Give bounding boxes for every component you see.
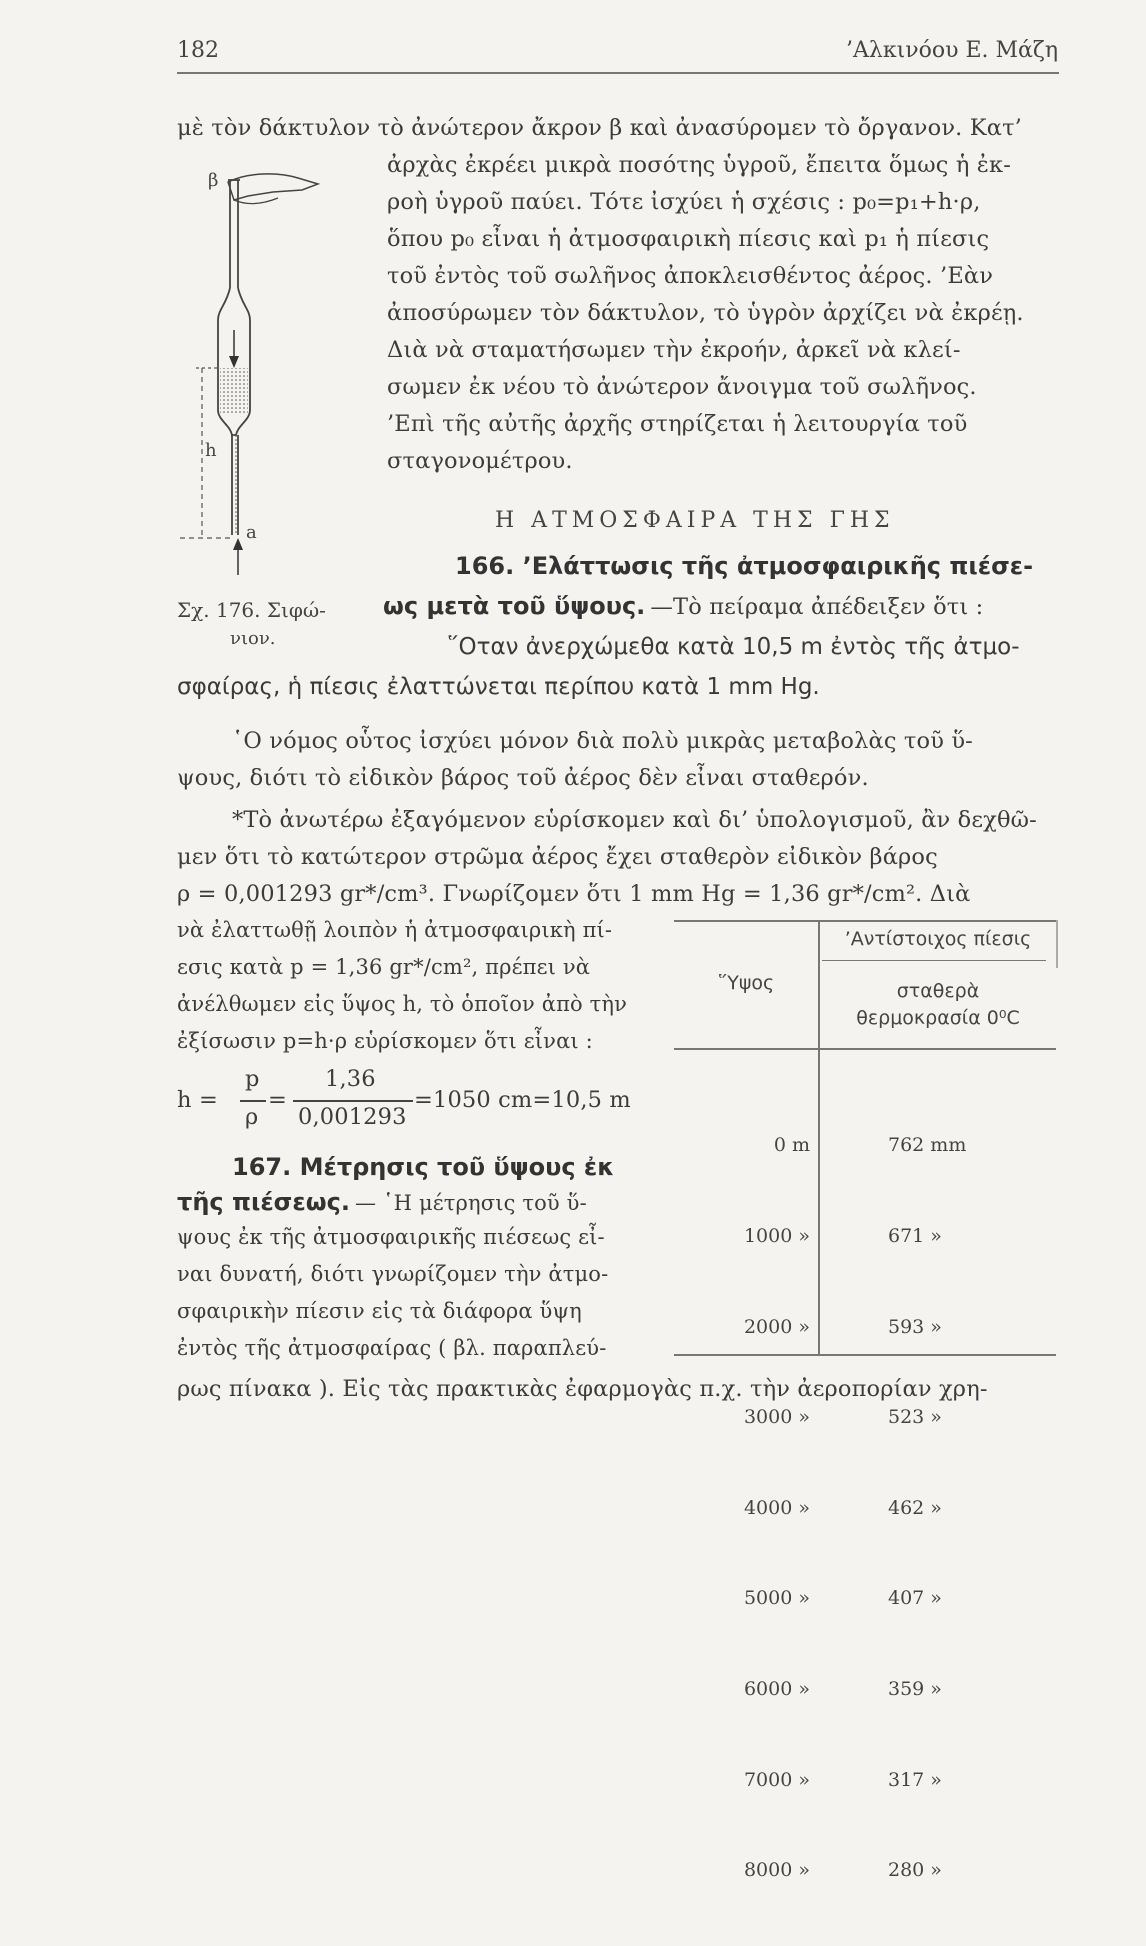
text-line: ῾Ο νόμος οὗτος ἰσχύει μόνον διὰ πολὺ μικρὰς μεταβολὰς τοῦ ὕ- — [232, 728, 973, 754]
text-line: σφαιρικὴν πίεσιν εἰς τὰ διάφορα ὕψη — [177, 1299, 582, 1323]
table-cell: 762 mm — [888, 1134, 967, 1157]
siphon-figure — [178, 150, 378, 580]
table-cell: 8000 » — [743, 1859, 810, 1882]
table-cell: 462 » — [888, 1496, 942, 1519]
table-cell: 407 » — [888, 1587, 942, 1610]
law-line: ῞Οταν ἀνερχώμεθα κατὰ 10,5 m ἐντὸς τῆς ἀτμο- — [447, 634, 1020, 660]
fraction-bar — [240, 1100, 266, 1102]
section-167-title: 167. Μέτρησις τοῦ ὕψους ἐκ — [232, 1153, 615, 1181]
table-column-height — [700, 1070, 810, 1946]
figure-caption-cont: νιον. — [230, 628, 276, 649]
section-167-title-cont: τῆς πιέσεως. — [177, 1188, 350, 1216]
text-line: εσις κατὰ p = 1,36 gr*/cm², πρέπει νὰ — [177, 955, 591, 979]
table-cell: 4000 » — [743, 1496, 810, 1519]
fraction-bar — [293, 1100, 413, 1102]
formula-eq: = — [268, 1087, 288, 1113]
text-line: ψους, διότι τὸ εἰδικὸν βάρος τοῦ ἀέρος δὲν εἶναι σταθερόν. — [177, 765, 869, 791]
law-line: σφαίρας, ἡ πίεσις ἐλαττώνεται περίπου κατὰ 1 mm Hg. — [177, 674, 820, 700]
table-cell: 671 » — [888, 1225, 942, 1248]
text-line: ψους ἐκ τῆς ἀτμοσφαιρικῆς πιέσεως εἶ- — [177, 1225, 605, 1249]
page-number: 182 — [177, 38, 219, 63]
section-166-title-row — [383, 592, 983, 620]
formula-num2: 1,36 — [325, 1066, 376, 1092]
table-cell: 0 m — [773, 1134, 810, 1157]
header-rule — [177, 72, 1059, 74]
table-cell: 1000 » — [743, 1225, 810, 1248]
table-cell: 317 » — [888, 1768, 942, 1791]
table-subheader: σταθερὰ θερμοκρασία 0⁰C — [856, 980, 1020, 1029]
formula-den2: 0,001293 — [298, 1104, 407, 1130]
formula-den1: ρ — [245, 1104, 259, 1130]
text-line: ἀποσύρωμεν τὸν δάκτυλον, τὸ ὑγρὸν ἀρχίζει νὰ ἐκρέῃ. — [387, 300, 1024, 326]
label-beta: β — [208, 170, 219, 191]
hand-icon — [228, 174, 318, 200]
table-cell: 6000 » — [743, 1678, 810, 1701]
text-line: *Τὸ ἀνωτέρω ἐξαγόμενον εὑρίσκομεν καὶ δι’ ὑπολογισμοῦ, ἂν δεχθῶ- — [232, 807, 1037, 833]
text-line: σωμεν ἐκ νέου τὸ ἀνώτερον ἄνοιγμα τοῦ σωλῆνος. — [387, 374, 977, 400]
table-cell: 5000 » — [743, 1587, 810, 1610]
formula-num1: p — [245, 1066, 260, 1092]
section-167-title-row — [177, 1188, 587, 1216]
text-line: ναι δυνατή, διότι γνωρίζομεν τὴν ἀτμο- — [177, 1262, 609, 1286]
formula-result: =1050 cm=10,5 m — [414, 1087, 631, 1113]
text-line: ἀρχὰς ἐκρέει μικρὰ ποσότης ὑγροῦ, ἔπειτα ὅμως ἡ ἐκ- — [387, 152, 1011, 178]
text-line: μεν ὅτι τὸ κατώτερον στρῶμα ἀέρος ἔχει σταθερὸν εἰδικὸν βάρος — [177, 844, 938, 870]
text-line: ρως πίνακα ). Εἰς τὰς πρακτικὰς ἐφαρμογὰς π.χ. τὴν ἀεροπορίαν χρη- — [177, 1376, 988, 1402]
figure-caption: Σχ. 176. Σιφώ- — [177, 598, 326, 622]
running-title: ’Αλκινόου Ε. Μάζη — [846, 38, 1058, 63]
section-heading: Η ΑΤΜΟΣΦΑΙΡΑ ΤΗΣ ΓΗΣ — [495, 508, 895, 533]
section-166-intro: —Τὸ πείραμα ἀπέδειξεν ὅτι : — [650, 594, 984, 620]
formula-lhs: h = — [177, 1087, 218, 1113]
table-cell: 3000 » — [743, 1406, 810, 1429]
text-line: ὅπου p₀ εἶναι ἡ ἀτμοσφαιρικὴ πίεσις καὶ p₁ ἡ πίεσις — [387, 226, 990, 252]
text-line: Διὰ νὰ σταματήσωμεν τὴν ἐκροήν, ἀρκεῖ νὰ κλεί- — [387, 337, 961, 363]
table-header-pressure: ’Αντίστοιχος πίεσις — [844, 928, 1032, 950]
table-column-pressure — [888, 1070, 966, 1946]
text-line: νὰ ἐλαττωθῇ λοιπὸν ἡ ἀτμοσφαιρικὴ πί- — [177, 918, 613, 942]
section-166-title-cont: ως μετὰ τοῦ ὕψους. — [383, 592, 646, 620]
table-header-height: ῞Υψος — [717, 972, 775, 994]
text-line: ἀνέλθωμεν εἰς ὕψος h, τὸ ὁποῖον ἀπὸ τὴν — [177, 992, 628, 1016]
section-166-title: 166. ’Ελάττωσις τῆς ἀτμοσφαιρικῆς πιέσε- — [455, 552, 1034, 580]
text-line: ροὴ ὑγροῦ παύει. Τότε ἰσχύει ἡ σχέσις : p₀=p₁+h·ρ, — [387, 189, 981, 215]
table-cell: 280 » — [888, 1859, 942, 1882]
table-cell: 359 » — [888, 1678, 942, 1701]
text-line: ἐξίσωσιν p=h·ρ εὑρίσκομεν ὅτι εἶναι : — [177, 1029, 593, 1053]
label-a: a — [246, 522, 257, 543]
text-line: τοῦ ἐντὸς τοῦ σωλῆνος ἀποκλεισθέντος ἀέρος. ’Εὰν — [387, 263, 994, 289]
label-h: h — [205, 440, 217, 461]
table-cell: 7000 » — [743, 1768, 810, 1791]
text-line: σταγονομέτρου. — [387, 448, 573, 474]
table-cell: 2000 » — [743, 1315, 810, 1338]
text-line: ’Επὶ τῆς αὐτῆς ἀρχῆς στηρίζεται ἡ λειτουργία τοῦ — [387, 411, 968, 437]
text-line: ἐντὸς τῆς ἀτμοσφαίρας ( βλ. παραπλεύ- — [177, 1336, 607, 1360]
table-cell: 593 » — [888, 1315, 942, 1338]
table-cell: 523 » — [888, 1406, 942, 1429]
text-line: ρ = 0,001293 gr*/cm³. Γνωρίζομεν ὅτι 1 mm Hg = 1,36 gr*/cm². Διὰ — [177, 881, 971, 907]
text-line: μὲ τὸν δάκτυλον τὸ ἀνώτερον ἄκρον β καὶ ἀνασύρομεν τὸ ὄργανον. Κατ’ — [177, 115, 1022, 141]
section-167-intro: — ῾Η μέτρησις τοῦ ὕ- — [355, 1191, 587, 1215]
